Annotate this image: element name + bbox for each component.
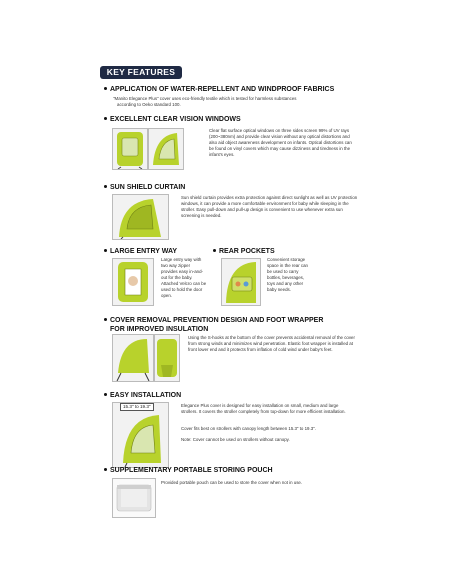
bullet-icon bbox=[104, 393, 107, 396]
sunshield-heading: SUN SHIELD CURTAIN bbox=[104, 184, 185, 192]
bullet-icon bbox=[104, 318, 107, 321]
bullet-icon bbox=[104, 185, 107, 188]
install-text-1: Elegance Plus cover is designed for easy installation on small, medium and large strollers. It covers the stroller completely from top-down for more efficient installation. bbox=[181, 403, 346, 414]
entry-heading: LARGE ENTRY WAY bbox=[104, 248, 177, 256]
canopy-dimension-label: 15.3" to 19.3" bbox=[120, 403, 154, 411]
sunshield-photo bbox=[112, 194, 169, 240]
bullet-icon bbox=[104, 117, 107, 120]
pouch-photo bbox=[112, 478, 156, 518]
entry-photo bbox=[112, 258, 154, 306]
bullet-icon bbox=[104, 468, 107, 471]
pockets-text: Convenient storage space in the rear can be used to carry bottles, beverages, toys and any other baby needs. bbox=[267, 257, 309, 292]
install-text-3: Note: Cover cannot be used on strollers without canopy. bbox=[181, 437, 290, 442]
sunshield-text: Sun shield curtain provides extra protection against direct sunlight as well as UV protection windows, it can provide a more comfortable environment for baby while sleeping in the stroller. Easy pull-down and pull-up design is convenient to use whenever extra sun screening is needed. bbox=[181, 195, 358, 218]
bullet-icon bbox=[213, 249, 216, 252]
install-photo bbox=[112, 402, 169, 468]
pouch-heading: SUPPLEMENTARY PORTABLE STORING POUCH bbox=[104, 467, 273, 475]
cover-text: Using the S-hooks at the bottom of the cover prevents accidental removal of the cover from strong winds and minimizes wind penetration. Elastic foot wrapper is installed at front lower end and it protects from inflation of cold wind under baby's feet. bbox=[188, 335, 355, 352]
cover-heading-line1: COVER REMOVAL PREVENTION DESIGN AND FOOT WRAPPER bbox=[104, 317, 323, 325]
install-heading: EASY INSTALLATION bbox=[104, 392, 181, 400]
window-photo-front bbox=[112, 128, 148, 170]
pockets-photo bbox=[221, 258, 261, 306]
bullet-icon bbox=[104, 87, 107, 90]
key-features-banner: KEY FEATURES bbox=[100, 66, 182, 79]
cover-heading-line2: FOR IMPROVED INSULATION bbox=[110, 326, 209, 333]
entry-text: Large entry way with two way zipper provides easy in-and-out for the baby. Attached Velcro can be used to hold the door open. bbox=[161, 257, 207, 298]
windows-text: Clear flat surface optical windows on three sides screen 99% of UV rays (200~380nm) and provide clear vision without any optical distortions and also aid object awareness development on infants. Optical distortions can be found on vinyl covers which may cause dizziness and tiredness in the infant's eyes. bbox=[209, 128, 352, 157]
pockets-heading: REAR POCKETS bbox=[213, 248, 275, 256]
install-text-2: Cover fits best on strollers with canopy length between 15.3" to 19.3". bbox=[181, 426, 316, 431]
pouch-text: Provided portable pouch can be used to store the cover when not in use. bbox=[161, 480, 303, 485]
fabrics-text-line1: "Manito Elegance Plus" cover uses eco-friendly textile which is tested for harmless substances bbox=[113, 96, 297, 101]
fabrics-heading: APPLICATION OF WATER-REPELLENT AND WINDPROOF FABRICS bbox=[104, 86, 334, 94]
bullet-icon bbox=[104, 249, 107, 252]
cover-photo-left bbox=[112, 334, 154, 382]
fabrics-text-line2: according to Oeko standard 100. bbox=[117, 102, 181, 107]
window-photo-side bbox=[148, 128, 184, 170]
windows-heading: EXCELLENT CLEAR VISION WINDOWS bbox=[104, 116, 241, 124]
